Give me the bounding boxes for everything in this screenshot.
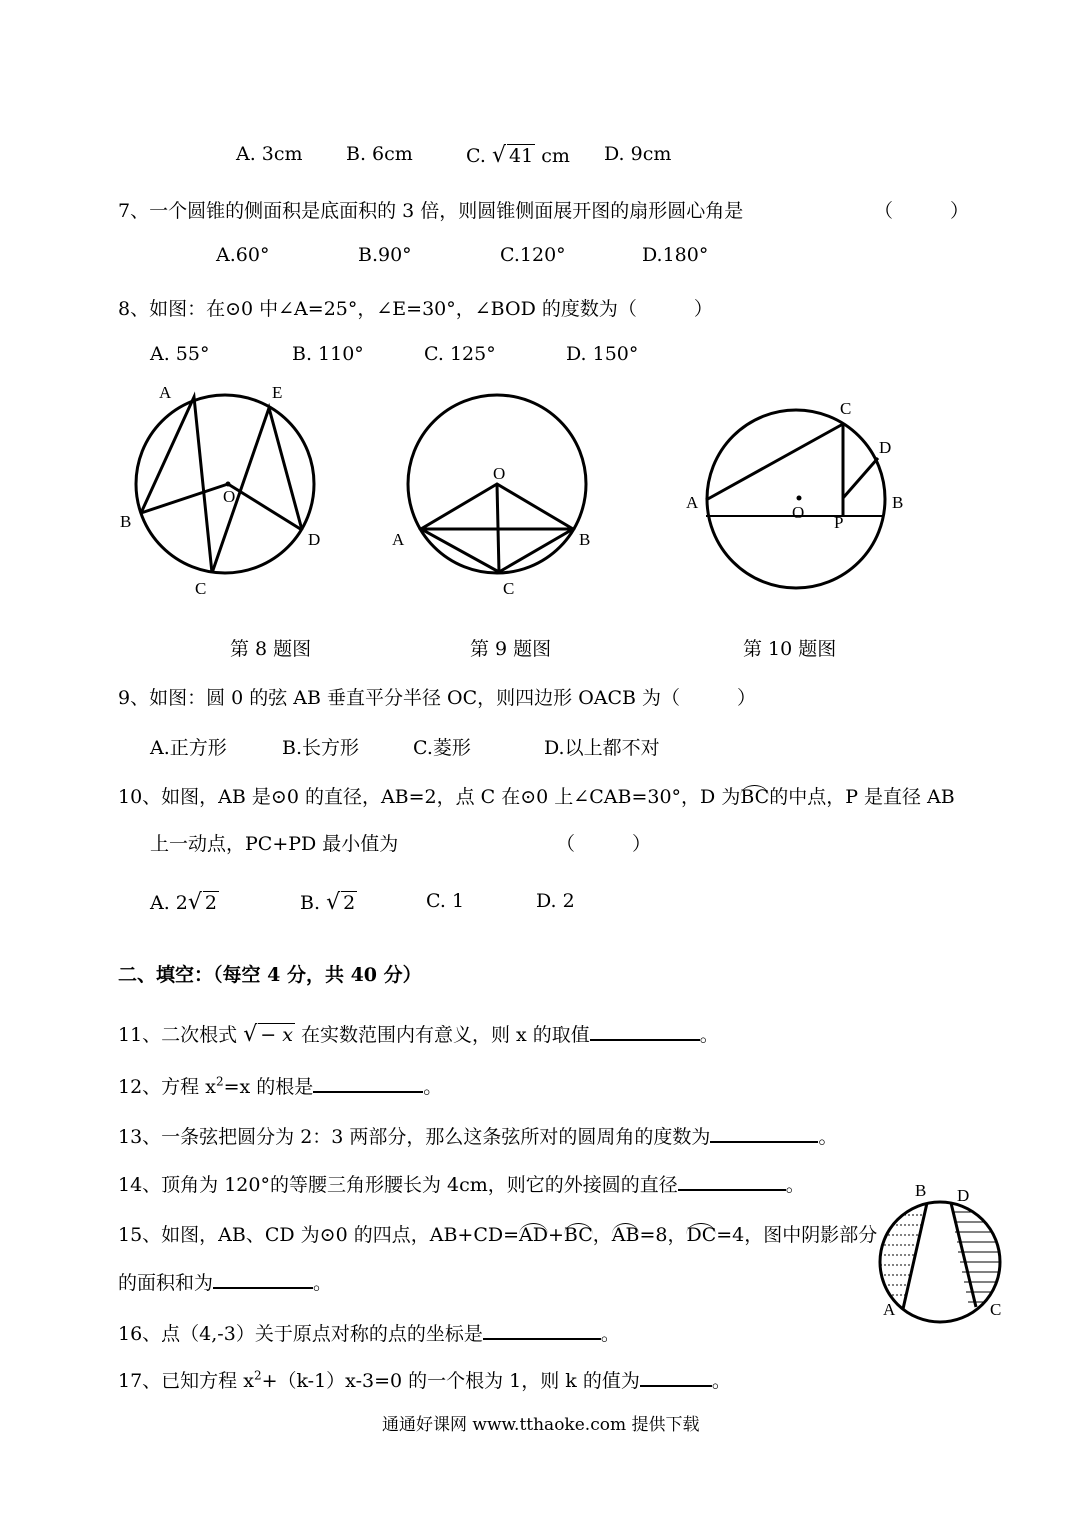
q6-option-d: D. 9cm — [604, 143, 672, 165]
q10-option-a: A. 2√ 2 — [150, 890, 218, 915]
fig10-label-c: C — [840, 399, 852, 418]
q16-text: 16、点（4,-3）关于原点对称的点的坐标是 。 — [118, 1319, 620, 1346]
q15-text-line1: 15、如图，AB、CD 为⊙0 的四点，AB+CD=AD+BC，AB=8，DC=4，图中阴影部分 — [118, 1224, 878, 1246]
q9-text: 9、如图：圆 0 的弦 AB 垂直平分半径 OC，则四边形 OACB 为（ ） — [118, 687, 757, 709]
q10-text-line2: 上一动点，PC+PD 最小值为 — [150, 833, 399, 855]
q8-option-a: A. 55° — [150, 343, 210, 365]
fig10-label-o: O — [792, 503, 805, 522]
q6-option-a: A. 3cm — [236, 143, 303, 165]
fig8-label-o: O — [223, 487, 236, 506]
fig9-label-o: O — [493, 464, 506, 483]
fig10-caption: 第 10 题图 — [743, 638, 837, 660]
fig8-label-c: C — [195, 579, 207, 598]
q7-option-b: B.90° — [358, 244, 412, 266]
q12-text: 12、方程 $x^2=x$ 的根是 。 — [118, 1074, 443, 1098]
page-footer: 通通好课网 www.tthaoke.com 提供下载 — [382, 1415, 700, 1435]
q6-option-b: B. 6cm — [346, 143, 413, 165]
q7-option-a: A.60° — [216, 244, 270, 266]
fig10-label-p: P — [834, 513, 844, 532]
q10-arc-bc: BC — [740, 786, 770, 808]
fig9-label-a: A — [392, 530, 405, 549]
q13-text: 13、一条弦把圆分为 2：3 两部分，那么这条弦所对的圆周角的度数为 。 — [118, 1122, 837, 1149]
fig8-label-e: E — [272, 383, 283, 402]
q10-text-line1: 10、如图，AB 是⊙0 的直径，AB=2，点 C 在⊙0 上∠CAB=30°，D 为BC的中点，P 是直径 AB — [118, 786, 955, 808]
fig9-label-c: C — [503, 579, 515, 598]
q6-option-c: C. √ 41 cm — [466, 143, 570, 168]
q10-option-b: B. √ 2 — [300, 890, 356, 915]
q8-option-c: C. 125° — [424, 343, 496, 365]
q8-option-d: D. 150° — [566, 343, 639, 365]
fig9-caption: 第 9 题图 — [470, 638, 552, 660]
q9-option-c: C.菱形 — [413, 737, 471, 759]
q7-bracket: （ ） — [874, 200, 970, 222]
q14-text: 14、顶角为 120°的等腰三角形腰长为 4cm，则它的外接圆的直径 。 — [118, 1170, 805, 1197]
fig15-label-b: B — [915, 1181, 927, 1200]
q8-option-b: B. 110° — [292, 343, 364, 365]
fig10-label-a: A — [686, 493, 699, 512]
fig15-label-d: D — [957, 1186, 970, 1205]
q7-option-c: C.120° — [500, 244, 566, 266]
q9-option-d: D.以上都不对 — [544, 737, 660, 759]
fig8-label-b: B — [120, 512, 132, 531]
q10-option-c: C. 1 — [426, 890, 465, 912]
q7-option-d: D.180° — [642, 244, 709, 266]
q17-answer-blank[interactable] — [640, 1367, 712, 1387]
q10-option-d: D. 2 — [536, 890, 575, 912]
fig8-label-d: D — [308, 530, 321, 549]
fig15-label-c: C — [990, 1300, 1002, 1319]
q16-answer-blank[interactable] — [483, 1320, 601, 1340]
fig9-label-b: B — [579, 530, 591, 549]
q10-bracket: （ ） — [556, 833, 652, 855]
q8-text: 8、如图：在⊙0 中∠A=25°，∠E=30°，∠BOD 的度数为（ ） — [118, 298, 713, 320]
q15-text-line2: 的面积和为 。 — [118, 1268, 332, 1295]
q7-text: 7、一个圆锥的侧面积是底面积的 3 倍，则圆锥侧面展开图的扇形圆心角是 — [118, 200, 744, 222]
q9-option-a: A.正方形 — [150, 737, 227, 759]
fig10-label-d: D — [879, 438, 892, 457]
fig8-caption: 第 8 题图 — [230, 638, 312, 660]
section-2-heading: 二、填空：（每空 4 分，共 40 分） — [118, 964, 422, 986]
q17-text: 17、已知方程 $x^2+(k-1)x-3=0$ 的一个根为 1，则 k 的值为 。 — [118, 1368, 731, 1392]
q11-text: 11、二次根式 √ − x 在实数范围内有意义，则 x 的取值 。 — [118, 1022, 719, 1047]
q9-option-b: B.长方形 — [282, 737, 360, 759]
fig10-label-b: B — [892, 493, 904, 512]
fig8-label-a: A — [159, 383, 172, 402]
fig15-label-a: A — [883, 1300, 896, 1319]
